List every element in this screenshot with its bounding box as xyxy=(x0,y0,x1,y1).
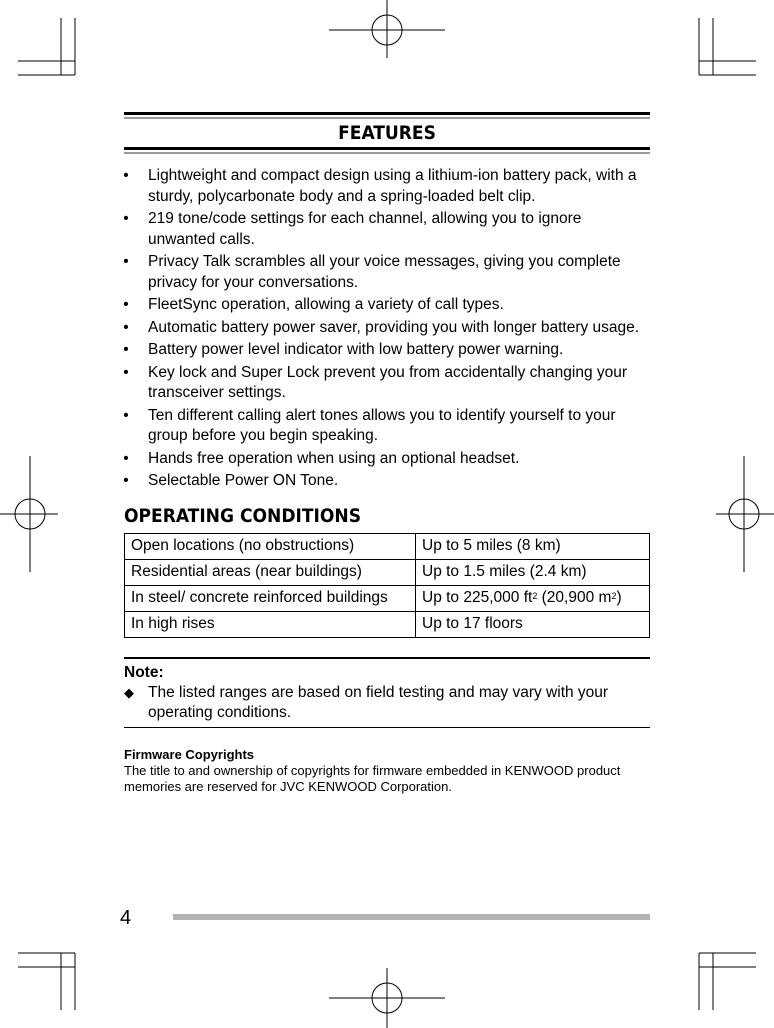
note-text: The listed ranges are based on field testing and may vary with your operating conditions. xyxy=(148,683,609,721)
firmware-text: The title to and ownership of copyrights for firmware embedded in KENWOOD product memories are reserved for JVC KENWOOD Corporation. xyxy=(124,762,621,794)
bullet: • xyxy=(123,167,129,184)
bullet: • xyxy=(123,449,129,467)
firmware-title: Firmware Copyrights xyxy=(124,746,255,762)
header-rule-bottom-shade xyxy=(124,152,650,154)
list-item: • Selectable Power ON Tone. xyxy=(124,471,650,492)
location-cell: In high rises xyxy=(125,611,416,637)
bullet: • xyxy=(123,472,129,489)
firmware-copyrights xyxy=(124,747,650,795)
operating-conditions-table xyxy=(124,533,650,638)
bullet: • xyxy=(123,253,129,270)
list-item: • FleetSync operation, allowing a variety of call types. xyxy=(124,295,650,316)
operating-conditions-title: OPERATING CONDITIONS xyxy=(124,504,362,527)
bullet: • xyxy=(123,363,129,381)
list-item: • Automatic battery power saver, providing you with longer battery usage. xyxy=(124,318,650,339)
header-rule-top xyxy=(124,112,650,115)
list-item: • Key lock and Super Lock prevent you from accidentally changing your transceiver settings. xyxy=(124,363,650,404)
footer-bar xyxy=(173,914,650,920)
note-item xyxy=(124,683,650,723)
list-item: • 219 tone/code settings for each channel, allowing you to ignore unwanted calls. xyxy=(124,209,650,250)
bullet: • xyxy=(123,210,129,227)
header-rule-top-shade xyxy=(124,117,650,119)
table-row xyxy=(125,533,650,559)
bullet: • xyxy=(123,296,129,313)
page-number: 4 xyxy=(120,907,132,929)
list-item: • Battery power level indicator with low battery power warning. xyxy=(124,340,650,361)
header-rule-bottom xyxy=(124,147,650,150)
list-item: • Hands free operation when using an optional headset. xyxy=(124,449,650,470)
bullet: • xyxy=(123,341,129,358)
range-cell: Up to 17 floors xyxy=(416,611,650,637)
superscript-squared: 2 xyxy=(611,591,617,601)
table-row xyxy=(125,559,650,585)
page-content xyxy=(124,112,650,795)
location-cell: Residential areas (near buildings) xyxy=(125,559,416,585)
range-cell: Up to 225,000 $ft^2$ (20,900 $m^2$) xyxy=(416,585,650,611)
table-row xyxy=(125,585,650,611)
list-item: • Lightweight and compact design using a lithium-ion battery pack, with a sturdy, polycarbonate body and a spring-loaded belt clip. xyxy=(124,166,650,207)
features-header xyxy=(124,112,650,154)
range-cell: Up to 1.5 miles (2.4 km) xyxy=(416,559,650,585)
location-cell: Open locations (no obstructions) xyxy=(125,533,416,559)
superscript-squared: 2 xyxy=(532,591,538,601)
features-list xyxy=(124,166,650,492)
note-label: Note: xyxy=(124,663,164,681)
diamond-icon: ◆ xyxy=(124,684,134,700)
bullet: • xyxy=(123,318,129,336)
bullet: • xyxy=(123,406,129,424)
location-cell: In steel/ concrete reinforced buildings xyxy=(125,585,416,611)
list-item: • Ten different calling alert tones allows you to identify yourself to your group before you begin speaking. xyxy=(124,406,650,447)
range-cell: Up to 5 miles (8 km) xyxy=(416,533,650,559)
features-title: FEATURES xyxy=(338,122,436,144)
list-item: • Privacy Talk scrambles all your voice messages, giving you complete privacy for your conversations. xyxy=(124,252,650,293)
table-row xyxy=(125,611,650,637)
note-box xyxy=(124,657,650,728)
